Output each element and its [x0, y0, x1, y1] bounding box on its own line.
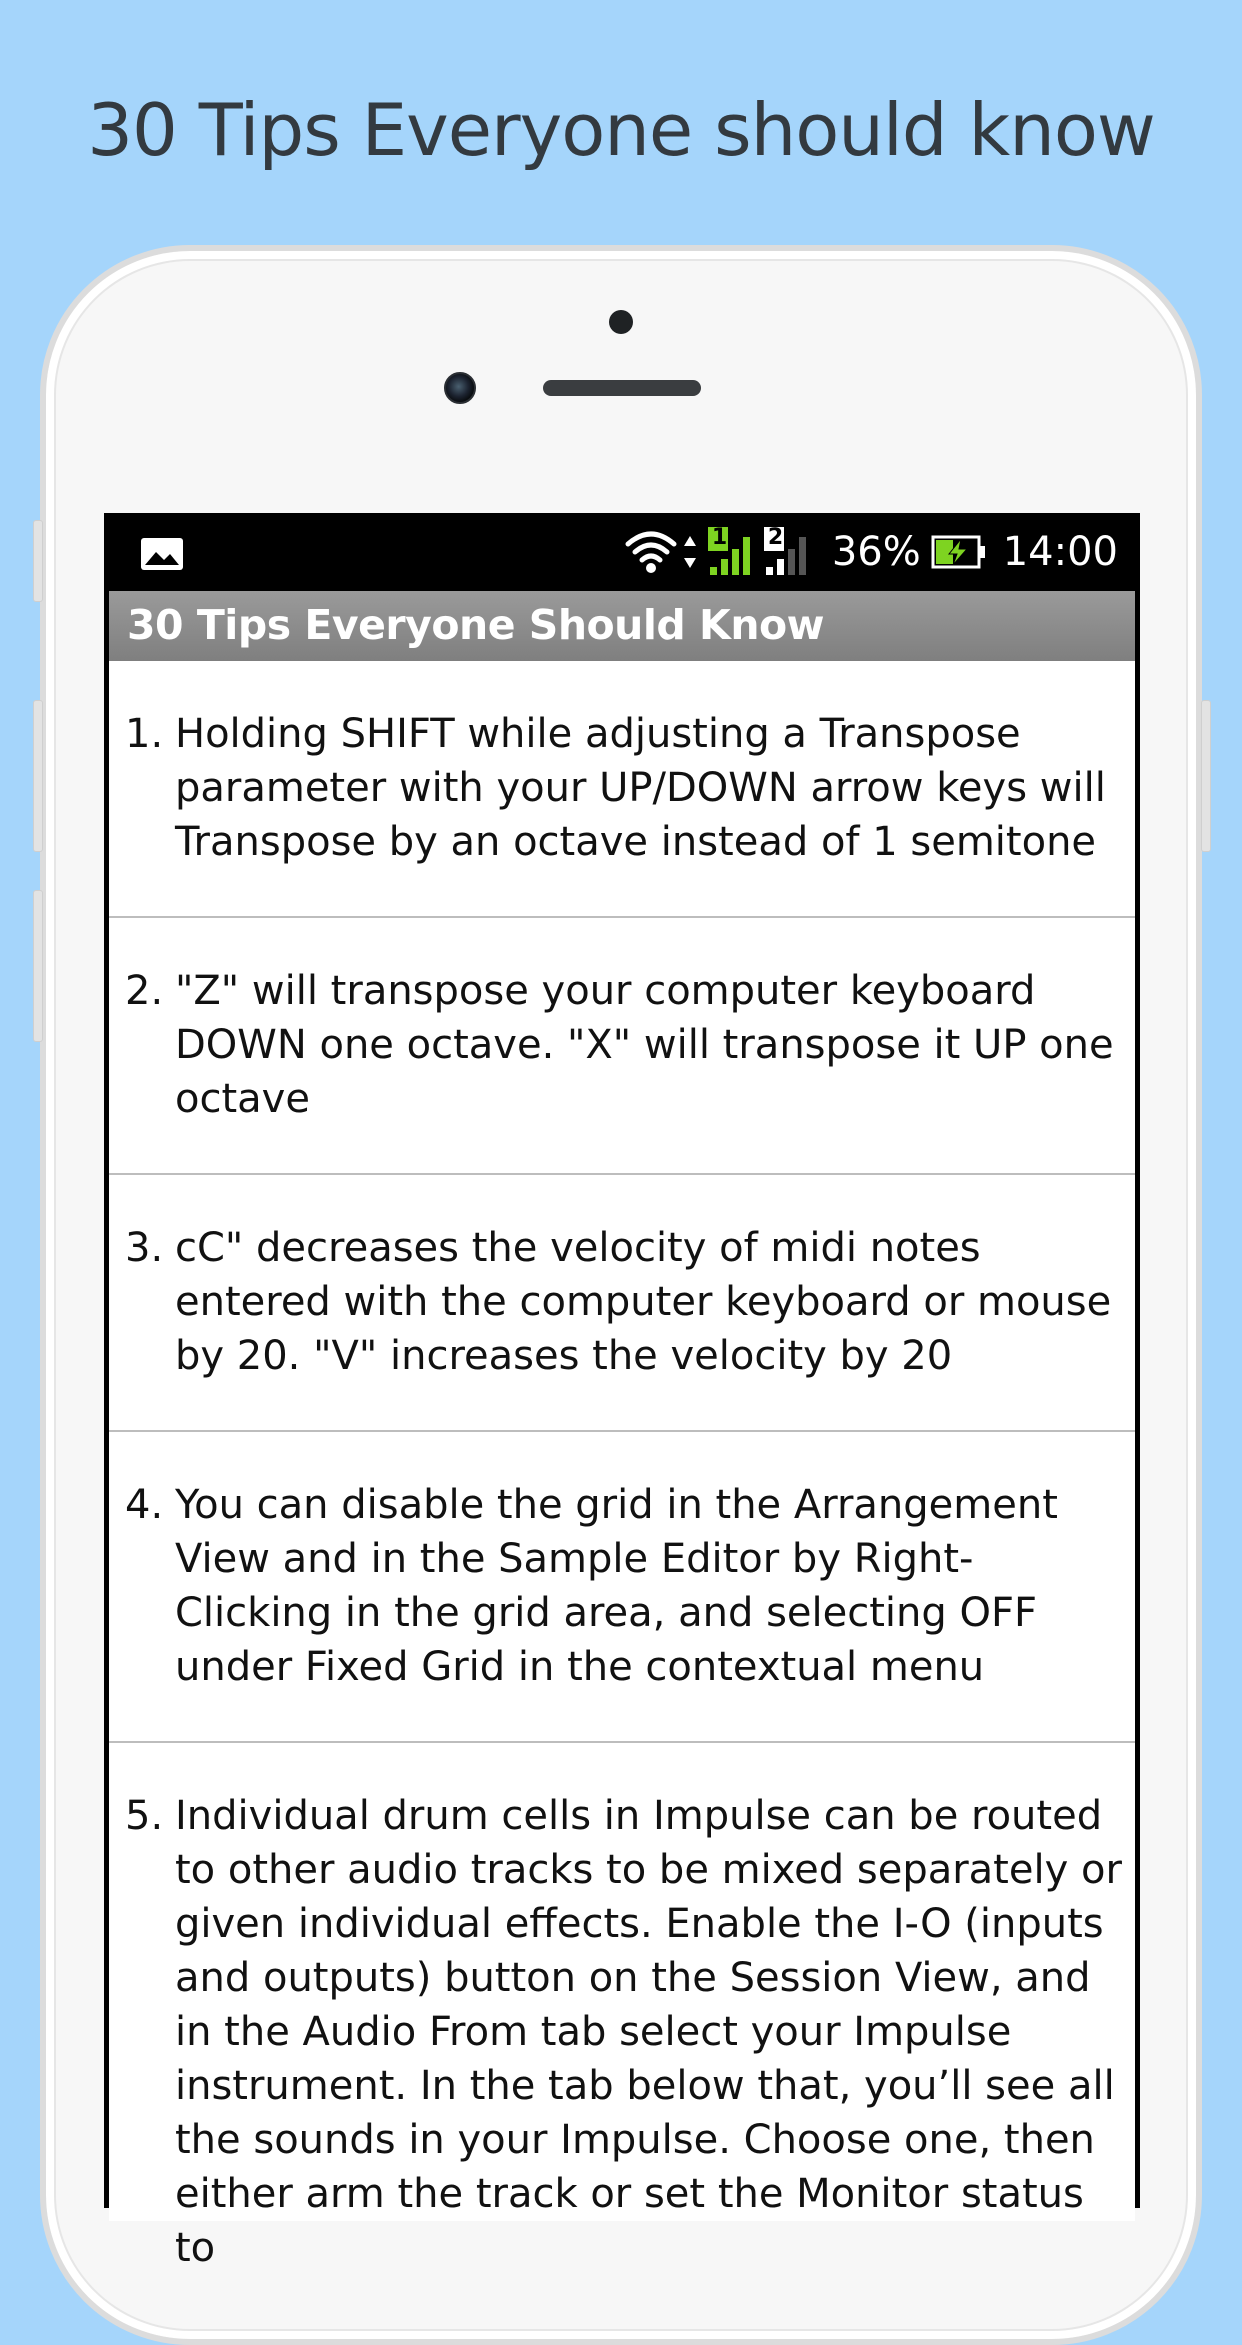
action-bar: [109, 591, 1135, 661]
promo-title: 30 Tips Everyone should know: [87, 88, 1155, 172]
list-item[interactable]: [109, 1743, 1135, 2271]
mute-switch: [33, 520, 43, 602]
volume-up-button: [33, 700, 43, 852]
power-button: [1201, 700, 1211, 852]
sim1-label: 1: [711, 525, 728, 550]
tip-text: cC" decreases the velocity of midi notes entered with the computer keyboard or mouse by 20. "V" increases the velocity by 20: [175, 1225, 1112, 1379]
list-item[interactable]: [109, 1432, 1135, 1743]
battery-percent: 36%: [831, 529, 921, 575]
tip-number: 2.: [125, 968, 164, 1014]
sim2-label: 2: [767, 525, 784, 550]
earpiece-speaker: [543, 380, 701, 396]
battery-charging-icon: [931, 535, 987, 569]
signal-sim1-icon: [708, 527, 758, 577]
list-item[interactable]: [109, 661, 1135, 918]
app-title: 30 Tips Everyone Should Know: [127, 601, 825, 649]
phone-screen: [104, 513, 1140, 2271]
tip-number: 5.: [125, 1793, 164, 1839]
tip-text: You can disable the grid in the Arrangement View and in the Sample Editor by Right-Clicking in the grid area, and selecting OFF under Fixed Grid in the contextual menu: [175, 1482, 1058, 1690]
tip-number: 1.: [125, 711, 164, 757]
tip-number: 4.: [125, 1482, 164, 1528]
clock: 14:00: [1002, 529, 1118, 575]
wifi-icon: [624, 528, 678, 576]
tip-text: "Z" will transpose your computer keyboard DOWN one octave. "X" will transpose it UP one octave: [175, 968, 1114, 1122]
tip-number: 3.: [125, 1225, 164, 1271]
tips-list[interactable]: [109, 661, 1135, 2271]
tip-text: Holding SHIFT while adjusting a Transpose parameter with your UP/DOWN arrow keys will Transpose by an octave instead of 1 semitone: [175, 711, 1106, 865]
list-item[interactable]: [109, 918, 1135, 1175]
data-arrows-icon: [682, 532, 698, 572]
status-bar: [104, 513, 1140, 591]
tip-text: Individual drum cells in Impulse can be routed to other audio tracks to be mixed separately or given individual effects. Enable the I-O (inputs and outputs) button on the Session View, and in the Audio From tab select your Impulse instrument. In the tab below that, you’ll see all the sounds in your Impulse. Choose one, then either arm the track or set the Monitor status to: [175, 1793, 1122, 2271]
status-icons: [624, 513, 1118, 591]
list-item[interactable]: [109, 1175, 1135, 1432]
front-camera: [444, 372, 476, 404]
volume-down-button: [33, 890, 43, 1042]
proximity-sensor: [609, 310, 633, 334]
image-icon: [140, 537, 184, 576]
signal-sim2-icon: [764, 527, 814, 577]
